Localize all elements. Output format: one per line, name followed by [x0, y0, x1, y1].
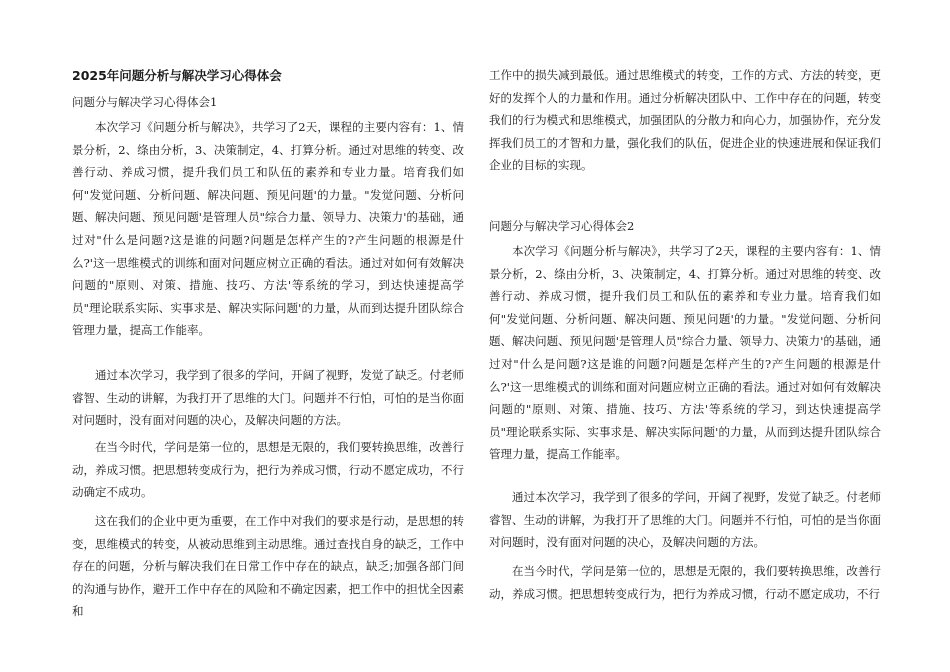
paragraph-right-1: 本次学习《问题分析与解决》，共学习了2天，课程的主要内容有：1、情景分析，2、绦由分析，3、决策制定，4、打算分析。通过对思维的转变、改善行动、养成习惯，提升我们员工和队伍的素养和专业力量。培育我们如何"发觉问题、分析问题、解决问题、预见问题'的力量。"发觉问题、分析问题、解决问题、预见问题'是管理人员"综合力量、领导力、决策力'的基础，通过对"什么是问题?这是谁的问题?问题是怎样产生的?产生问题的根源是什么?'这一思维模式的训练和面对问题应树立正确的看法。通过对如何有效解决问题的"原则、对策、措施、技巧、方法'等系统的学习，到达快速提高学员"理论联系实际、实事求是、解决实际问题'的力量，从而到达提升团队综合管理力量，提高工作能率。 [489, 244, 881, 462]
paragraph-left-4: 这在我们的企业中更为重要，在工作中对我们的要求是行动，是思想的转变，思维模式的转变，从被动思维到主动思维。通过查找自身的缺乏，工作中存在的问题，分析与解决我们在日常工作中存在的缺点，缺乏;加强各部门间的沟通与协作，避开工作中存在的风险和不确定因素，把工作中的担忧全因素和 [72, 514, 464, 619]
paragraph-right-2: 通过本次学习，我学到了很多的学问，开阔了视野，发觉了缺乏。付老师睿智、生动的讲解，为我打开了思维的大门。问题并不行怕，可怕的是当你面对问题时，没有面对问题的决心，及解决问题的方法。 [489, 490, 881, 550]
paragraph-left-3: 在当今时代，学问是第一位的，思想是无限的，我们要转换思维，改善行动，养成习惯。把思想转变成行为，把行为养成习惯，行动不愿定成功，不行动确定不成功。 [72, 440, 464, 500]
paragraph-right-continuation: 工作中的损失减到最低。通过思维模式的转变，工作的方式、方法的转变，更好的发挥个人的力量和作用。通过分析解决团队中、工作中存在的问题，转变我们的行为模式和思维模式，加强团队的分散力和向心力，加强协作，充分发挥我们员工的才智和力量，强化我们的队伍，促进企业的快速进展和保证我们企业的目标的实现。 [489, 68, 881, 173]
paragraph-left-2: 通过本次学习，我学到了很多的学问，开阔了视野，发觉了缺乏。付老师睿智、生动的讲解，为我打开了思维的大门。问题并不行怕，可怕的是当你面对问题时，没有面对问题的决心，及解决问题的方法。 [72, 368, 464, 428]
paragraph-right-3: 在当今时代，学问是第一位的，思想是无限的，我们要转换思维，改善行动，养成习惯。把思想转变成行为，把行为养成习惯，行动不愿定成功，不行 [489, 564, 881, 601]
section-heading-1: 问题分与解决学习心得体会1 [72, 95, 218, 109]
paragraph-left-1: 本次学习《问题分析与解决》，共学习了2天，课程的主要内容有：1、情景分析，2、绦由分析，3、决策制定，4、打算分析。通过对思维的转变、改善行动、养成习惯，提升我们员工和队伍的素养和专业力量。培育我们如何"发觉问题、分析问题、解决问题、预见问题'的力量。"发觉问题、分析问题、解决问题、预见问题'是管理人员"综合力量、领导力、决策力'的基础，通过对"什么是问题?这是谁的问题?问题是怎样产生的?产生问题的根源是什么?'这一思维模式的训练和面对问题应树立正确的看法。通过对如何有效解决问题的"原则、对策、措施、技巧、方法'等系统的学习，到达快速提高学员"理论联系实际、实事求是、解决实际问题'的力量，从而到达提升团队综合管理力量，提高工作能率。 [72, 120, 464, 338]
document-title: 2025年问题分析与解决学习心得体会 [72, 68, 282, 83]
section-heading-2: 问题分与解决学习心得体会2 [489, 219, 635, 233]
